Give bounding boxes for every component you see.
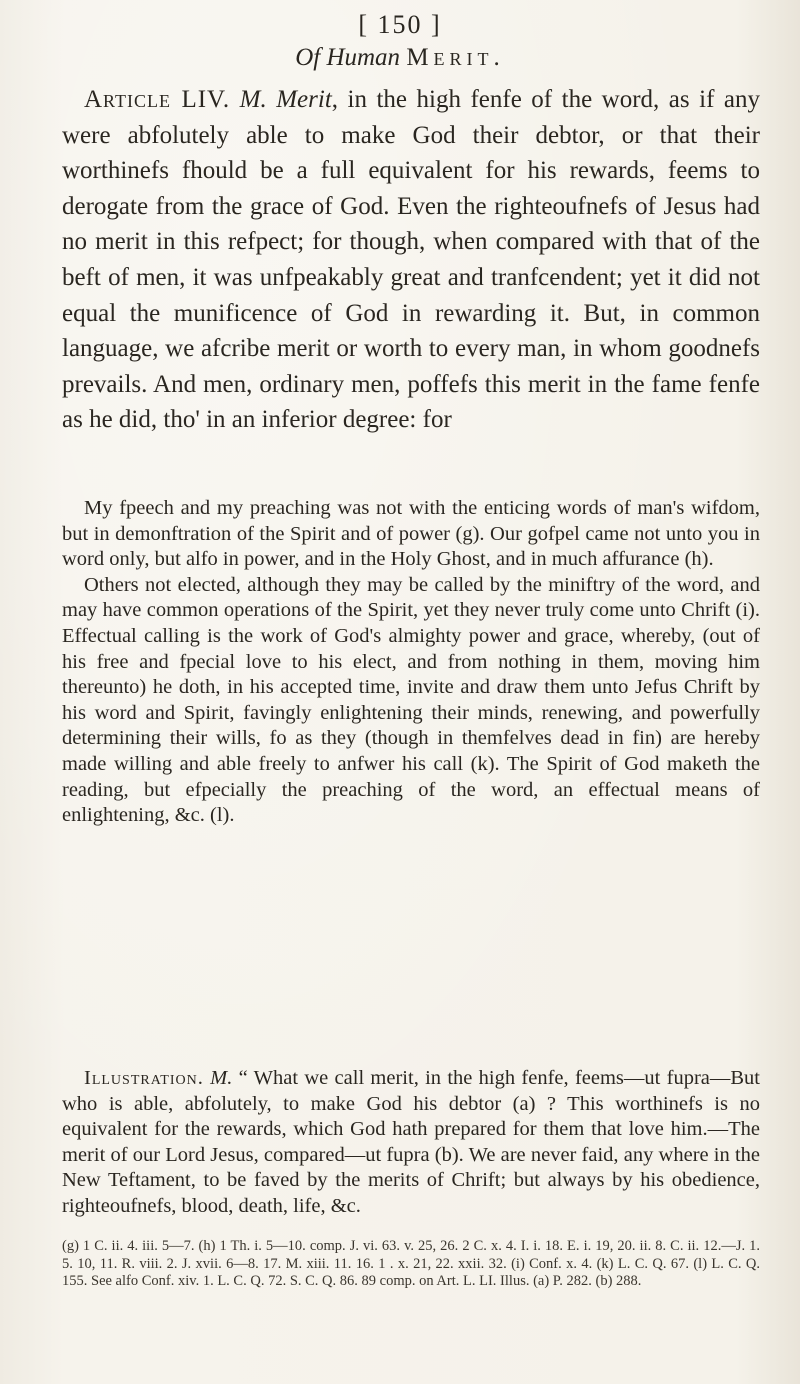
scripture-text-2: Others not elected, although they may be called by the miniftry of the word, and may have common operations of the Spirit, yet they never truly come unto Chrift (i). Effectual calling is the work of God's almighty power and grace, whereby, (out of his free and fpecial love to his elect, and from nothing in them, moving him thereunto) he doth, in his accepted time, invite and draw them unto Jefus Chrift by his word and Spirit, favingly enlightening their minds, renewing, and powerfully determining their wills, fo as they (though in themfelves dead in fin) are hereby made willing and able freely to anfwer his call (k). The Spirit of God maketh the reading, but efpecially the preaching of the word, an effectual means of enlightening, &c. (l). — [62, 573, 760, 827]
article-letter: M. — [239, 86, 267, 113]
footnotes-text: (g) 1 C. ii. 4. iii. 5—7. (h) 1 Th. i. 5—10. comp. J. vi. 63. v. 25, 26. 2 C. x. 4. I. i. 18. E. i. 19, 20. ii. 8. C. ii. 12.—J. 1. 5. 10, 11. R. viii. 2. J. xvii. 6—8. 17. M. xiii. 11. 16. 1 . x. 21, 22. xxii. 32. (i) Conf. x. 4. (k) L. C. Q. 67. (l) L. C. Q. 155. See alfo Conf. xiv. 1. L. C. Q. 72. S. C. Q. 86. 89 comp. on Art. L. LI. Illus. (a) P. 282. (b) 288. — [62, 1238, 760, 1290]
article-text: , in the high fenfe of the word, as if any were abfolutely able to make God their debtor, or that their worthinefs fhould be a full equivalent for his rewards, feems to derogate from the grace of God. Even the righteoufnefs of Jesus had no merit in this refpect; for though, when compared with that of the beft of men, it was unfpeakably great and tranfcendent; yet it did not equal the munificence of God in rewarding it. But, in common language, we afcribe merit or worth to every man, in whom goodnefs prevails. And men, ordinary men, poffefs this merit in the fame fenfe as he did, tho' in an inferior degree: for — [62, 86, 760, 434]
page-number: [ 150 ] — [358, 10, 442, 39]
title-prefix: Of Human — [295, 44, 401, 71]
article-paragraph — [62, 82, 760, 438]
illustration-text: “ What we call merit, in the high fenfe, feems—ut fupra—But who is able, abfolutely, to make God his debtor (a) ? This worthinefs is no equivalent for the rewards, which God hath prepared for them that love him.—The merit of our Lord Jesus, compared—ut fupra (b). We are never faid, any where in the New Teftament, to be faved by the merits of Chrift; but always by his obedience, righteoufnefs, blood, death, life, &c. — [62, 1067, 760, 1217]
illustration-label: Illustration. — [84, 1067, 204, 1089]
scripture-section — [62, 496, 760, 829]
scripture-paragraph-2 — [62, 573, 760, 829]
article-heading: Article LIV. — [84, 86, 231, 113]
article-term: Merit — [276, 86, 332, 113]
illustration-letter: M. — [210, 1067, 233, 1089]
illustration-section — [62, 1066, 760, 1220]
title-word: Merit. — [406, 44, 505, 71]
page-title — [0, 44, 800, 72]
scripture-paragraph-1 — [62, 496, 760, 573]
scripture-text-1: My fpeech and my preaching was not with the enticing words of man's wifdom, but in demonftration of the Spirit and of power (g). Our gofpel came not unto you in word only, but alfo in power, and in the Holy Ghost, and in much affurance (h). — [62, 497, 760, 571]
footnotes — [62, 1238, 760, 1291]
